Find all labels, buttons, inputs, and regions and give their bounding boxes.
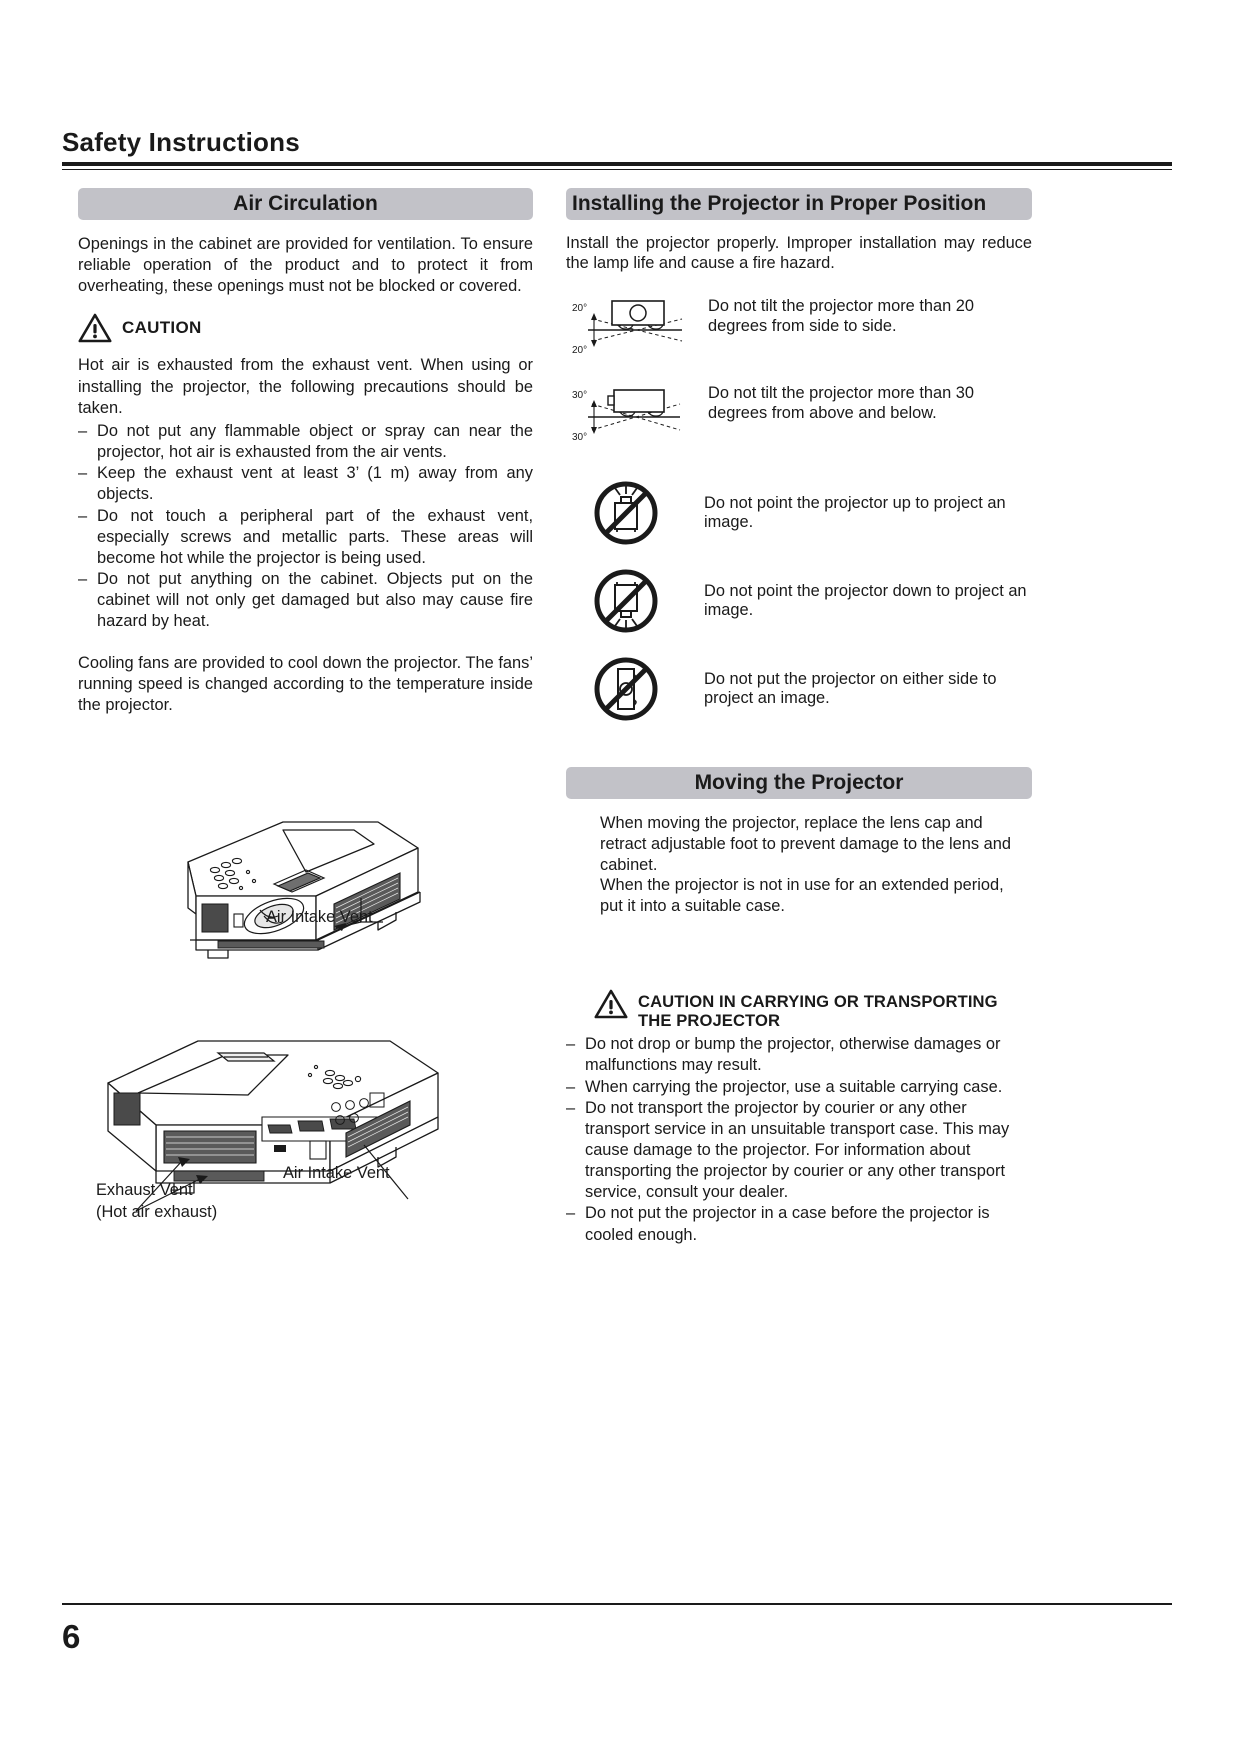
prohibit-text-point-down: Do not point the projector down to project an image. [704, 582, 1027, 620]
carrying-caution-label [638, 989, 998, 1030]
right-column [566, 188, 1032, 1246]
list-item-text: Do not put the projector in a case before the projector is cooled enough. [585, 1204, 990, 1244]
caution-intro: Hot air is exhausted from the exhaust vent. When using or installing the projector, the following precautions should be taken. [78, 356, 533, 417]
figure-label-exhaust-vent-sub: (Hot air exhaust) [96, 1203, 218, 1221]
list-item [78, 463, 533, 505]
list-item [566, 1098, 1032, 1204]
dash-marker: – [566, 1098, 576, 1117]
figure-label-air-intake-vent-front: Air Intake Vent [266, 908, 373, 926]
section-header-air-circulation: Air Circulation [78, 188, 533, 220]
dash-marker: – [78, 421, 88, 440]
carrying-caution-line-2: THE PROJECTOR [638, 1010, 781, 1030]
dash-marker: – [78, 464, 88, 483]
svg-text:30°: 30° [572, 390, 588, 402]
prohibit-row-point-up [566, 477, 1032, 549]
footer-rule [62, 1603, 1172, 1605]
list-item-text: Do not touch a peripheral part of the exhaust vent, especially screws and metallic parts. These areas will become hot while the projector is being used. [97, 506, 533, 567]
header-rule-thin [62, 169, 1172, 171]
no-side-position-icon [566, 653, 686, 725]
tilt-text-20deg: Do not tilt the projector more than 20 degrees from side to side. [708, 297, 975, 335]
carrying-caution-line-1: CAUTION IN CARRYING OR TRANSPORTING [638, 991, 998, 1011]
warning-triangle-icon [78, 313, 112, 343]
prohibit-text-on-side: Do not put the projector on either side to project an image. [704, 670, 997, 708]
moving-paragraph-1: When moving the projector, replace the lens cap and retract adjustable foot to prevent damage to the lens and cabinet. [600, 814, 1011, 874]
air-circulation-intro: Openings in the cabinet are provided for ventilation. To ensure reliable operation of the product and to protect it from overheating, these openings must not be blocked or covered. [78, 235, 533, 296]
list-item [78, 506, 533, 569]
left-column [78, 188, 533, 718]
page-title: Safety Instructions [62, 127, 300, 157]
section-header-installing-projector: Installing the Projector in Proper Position [566, 188, 1032, 220]
list-item-text: Do not drop or bump the projector, otherwise damages or malfunctions may result. [585, 1035, 1001, 1075]
caution-label: CAUTION [122, 318, 202, 338]
cooling-fans-note: Cooling fans are provided to cool down the projector. The fans’ running speed is changed according to the temperature inside the projector. [78, 653, 533, 714]
prohibit-text-point-up: Do not point the projector up to project an image. [704, 494, 1006, 532]
header-rule-thick [62, 162, 1172, 166]
tilt-row-30deg [566, 376, 1032, 447]
tilt-text-30deg: Do not tilt the projector more than 30 degrees from above and below. [708, 384, 975, 422]
svg-text:20°: 20° [572, 303, 588, 315]
projector-figures [78, 800, 548, 1226]
warning-triangle-icon [594, 989, 628, 1019]
install-intro: Install the projector properly. Improper installation may reduce the lamp life and cause a fire hazard. [566, 234, 1032, 272]
tilt-row-20deg [566, 289, 1032, 360]
list-item [566, 1034, 1032, 1076]
list-item-text: When carrying the projector, use a suitable carrying case. [585, 1077, 1003, 1096]
list-item-text: Do not put any flammable object or spray can near the projector, hot air is exhausted from the air vents. [97, 421, 533, 462]
figure-label-air-intake-vent-rear: Air Intake Vent [283, 1164, 390, 1182]
dash-marker: – [566, 1035, 576, 1054]
spacer [78, 633, 533, 653]
section-header-moving-projector: Moving the Projector [566, 767, 1032, 799]
list-item [566, 1203, 1032, 1245]
list-item-text: Do not transport the projector by courier or any other transport service in an unsuitable transport case. This may cause damage to the projector. For information about transporting the projector by courier or any other transport service, consult your dealer. [585, 1098, 1010, 1202]
projector-front-illustration [78, 800, 548, 975]
list-item-text: Keep the exhaust vent at least 3’ (1 m) away from any objects. [97, 464, 533, 504]
dash-marker: – [78, 506, 88, 525]
list-item-text: Do not put anything on the cabinet. Objects put on the cabinet will not only get damaged but also may cause fire hazard by heat. [97, 570, 533, 631]
figure-label-exhaust-vent: Exhaust Vent [96, 1181, 193, 1199]
projector-top-view-tilt-icon [570, 289, 690, 360]
dash-marker: – [566, 1077, 576, 1096]
carrying-caution-heading [566, 989, 1032, 1030]
caution-heading [78, 313, 533, 343]
no-point-up-icon [566, 477, 686, 549]
running-head [62, 127, 1172, 170]
svg-text:20°: 20° [572, 345, 588, 356]
caution-item-list [78, 421, 533, 633]
projector-side-view-tilt-icon [570, 376, 690, 447]
svg-text:30°: 30° [572, 432, 588, 443]
prohibit-row-point-down [566, 565, 1032, 637]
dash-marker: – [566, 1204, 576, 1223]
list-item [566, 1077, 1032, 1098]
moving-projector-body [566, 813, 1032, 916]
no-point-down-icon [566, 565, 686, 637]
list-item [78, 569, 533, 632]
projector-rear-illustration [78, 1021, 548, 1226]
list-item [78, 421, 533, 463]
moving-paragraph-2: When the projector is not in use for an extended period, put it into a suitable case. [600, 876, 1004, 916]
dash-marker: – [78, 570, 88, 589]
page-number: 6 [62, 1618, 81, 1655]
carrying-item-list [566, 1034, 1032, 1246]
prohibit-row-on-side [566, 653, 1032, 725]
